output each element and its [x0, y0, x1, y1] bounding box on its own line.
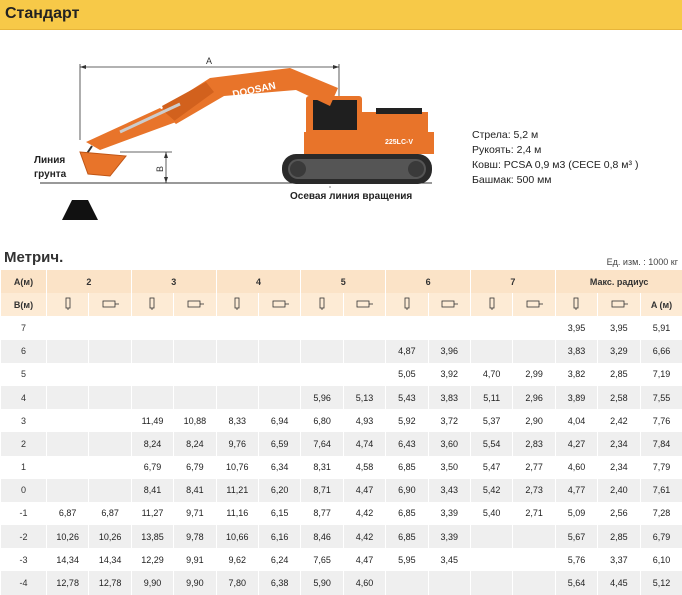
- table-cell: 13,85: [131, 525, 173, 548]
- table-cell: 5,92: [386, 409, 428, 432]
- table-cell: 5,47: [470, 456, 512, 479]
- table-cell: [301, 363, 343, 386]
- table-cell: [343, 316, 385, 339]
- table-cell: 6,66: [640, 340, 682, 363]
- table-cell: [47, 340, 89, 363]
- table-row: [1, 525, 682, 548]
- table-cell: 8,24: [131, 432, 173, 455]
- table-cell: 4,87: [386, 340, 428, 363]
- spec-arm: Рукоять: 2,4 м: [472, 143, 638, 158]
- table-cell: [386, 316, 428, 339]
- table-cell: 4,42: [343, 525, 385, 548]
- row-height-label: 4: [1, 386, 47, 409]
- table-cell: 2,99: [513, 363, 555, 386]
- table-cell: [513, 340, 555, 363]
- table-cell: 6,85: [386, 456, 428, 479]
- header-b-label: B(м): [1, 293, 47, 316]
- table-cell: 7,65: [301, 548, 343, 571]
- table-cell: 5,05: [386, 363, 428, 386]
- spec-list: [472, 128, 638, 188]
- table-cell: 3,60: [428, 432, 470, 455]
- table-cell: 14,34: [47, 548, 89, 571]
- table-cell: 6,38: [258, 571, 300, 594]
- table-cell: [47, 409, 89, 432]
- header-group: 4: [216, 270, 301, 293]
- table-row: [1, 502, 682, 525]
- ground-label-1: Линия: [34, 155, 65, 166]
- front-load-icon: [470, 293, 512, 316]
- table-row: [1, 548, 682, 571]
- table-cell: 5,54: [470, 432, 512, 455]
- table-cell: 5,09: [555, 502, 597, 525]
- table-cell: 6,94: [258, 409, 300, 432]
- table-cell: 2,34: [598, 432, 640, 455]
- table-cell: 8,77: [301, 502, 343, 525]
- table-cell: 3,37: [598, 548, 640, 571]
- table-cell: 6,87: [47, 502, 89, 525]
- table-cell: 3,50: [428, 456, 470, 479]
- table-cell: 2,58: [598, 386, 640, 409]
- header-a-col: A (м): [640, 293, 682, 316]
- table-cell: 8,46: [301, 525, 343, 548]
- table-cell: 10,66: [216, 525, 258, 548]
- table-cell: 5,95: [386, 548, 428, 571]
- table-cell: 3,39: [428, 502, 470, 525]
- table-cell: 4,47: [343, 479, 385, 502]
- table-cell: [89, 479, 131, 502]
- table-cell: [47, 432, 89, 455]
- table-cell: 11,27: [131, 502, 173, 525]
- header-group: Макс. радиус: [555, 270, 682, 293]
- table-cell: [89, 456, 131, 479]
- table-cell: 7,28: [640, 502, 682, 525]
- table-cell: 7,80: [216, 571, 258, 594]
- table-cell: 5,13: [343, 386, 385, 409]
- table-cell: 6,16: [258, 525, 300, 548]
- side-load-icon: [174, 293, 216, 316]
- table-row: [1, 432, 682, 455]
- table-cell: [513, 548, 555, 571]
- table-cell: [301, 316, 343, 339]
- table-cell: [174, 340, 216, 363]
- table-row: [1, 479, 682, 502]
- table-cell: 5,37: [470, 409, 512, 432]
- row-height-label: 6: [1, 340, 47, 363]
- table-cell: 11,21: [216, 479, 258, 502]
- table-cell: 4,27: [555, 432, 597, 455]
- side-load-icon: [513, 293, 555, 316]
- table-cell: 8,71: [301, 479, 343, 502]
- table-cell: 2,83: [513, 432, 555, 455]
- table-row: [1, 456, 682, 479]
- lift-capacity-table: [0, 270, 682, 595]
- table-cell: 3,95: [555, 316, 597, 339]
- table-cell: 9,78: [174, 525, 216, 548]
- table-cell: 6,79: [131, 456, 173, 479]
- table-cell: 12,78: [89, 571, 131, 594]
- table-cell: 7,64: [301, 432, 343, 455]
- spec-shoe: Башмак: 500 мм: [472, 173, 638, 188]
- table-cell: [216, 386, 258, 409]
- side-load-icon: [258, 293, 300, 316]
- axis-label: Осевая линия вращения: [290, 191, 412, 202]
- table-row: [1, 340, 682, 363]
- row-height-label: 7: [1, 316, 47, 339]
- table-cell: 2,40: [598, 479, 640, 502]
- table-cell: [343, 340, 385, 363]
- table-cell: 14,34: [89, 548, 131, 571]
- row-height-label: 2: [1, 432, 47, 455]
- table-cell: 3,45: [428, 548, 470, 571]
- row-height-label: 3: [1, 409, 47, 432]
- table-cell: 5,12: [640, 571, 682, 594]
- table-cell: 3,83: [428, 386, 470, 409]
- table-cell: [343, 363, 385, 386]
- table-cell: [386, 571, 428, 594]
- table-cell: 2,73: [513, 479, 555, 502]
- table-cell: [174, 316, 216, 339]
- table-cell: 4,45: [598, 571, 640, 594]
- support-block: [62, 200, 98, 220]
- table-cell: 7,61: [640, 479, 682, 502]
- table-cell: [89, 386, 131, 409]
- table-cell: [47, 386, 89, 409]
- table-cell: 5,40: [470, 502, 512, 525]
- table-cell: 3,29: [598, 340, 640, 363]
- table-cell: [258, 316, 300, 339]
- arm: [86, 108, 176, 150]
- table-cell: 4,60: [343, 571, 385, 594]
- table-cell: 12,78: [47, 571, 89, 594]
- table-cell: 3,96: [428, 340, 470, 363]
- table-cell: [216, 363, 258, 386]
- table-cell: 8,41: [174, 479, 216, 502]
- bucket: [80, 152, 126, 176]
- header-a-label: A(м): [1, 270, 47, 293]
- header-group: 6: [386, 270, 471, 293]
- page-title: Стандарт: [5, 5, 79, 23]
- row-height-label: -2: [1, 525, 47, 548]
- front-load-icon: [47, 293, 89, 316]
- front-load-icon: [216, 293, 258, 316]
- table-cell: [47, 456, 89, 479]
- table-cell: 5,42: [470, 479, 512, 502]
- table-cell: 12,29: [131, 548, 173, 571]
- table-cell: 9,71: [174, 502, 216, 525]
- table-cell: 6,20: [258, 479, 300, 502]
- table-cell: 2,56: [598, 502, 640, 525]
- table-cell: 3,95: [598, 316, 640, 339]
- table-cell: 4,93: [343, 409, 385, 432]
- dim-a-label: A: [206, 56, 212, 66]
- table-cell: 9,76: [216, 432, 258, 455]
- table-cell: 6,15: [258, 502, 300, 525]
- front-load-icon: [386, 293, 428, 316]
- table-row: [1, 363, 682, 386]
- table-cell: [428, 571, 470, 594]
- unit-note: Ед. изм. : 1000 кг: [607, 257, 678, 267]
- row-height-label: 5: [1, 363, 47, 386]
- table-cell: [131, 363, 173, 386]
- spec-boom: Стрела: 5,2 м: [472, 128, 638, 143]
- spec-bucket: Ковш: PCSA 0,9 м3 (CECE 0,8 м³ ): [472, 158, 638, 173]
- table-cell: 6,85: [386, 525, 428, 548]
- row-height-label: -1: [1, 502, 47, 525]
- table-cell: [47, 479, 89, 502]
- table-cell: 3,39: [428, 525, 470, 548]
- table-cell: 3,43: [428, 479, 470, 502]
- table-cell: 5,76: [555, 548, 597, 571]
- header-group: 7: [470, 270, 555, 293]
- table-cell: 10,26: [89, 525, 131, 548]
- table-row: [1, 386, 682, 409]
- table-cell: 8,24: [174, 432, 216, 455]
- table-cell: [89, 340, 131, 363]
- table-cell: 3,92: [428, 363, 470, 386]
- brand-logo: DOOSAN: [232, 81, 277, 101]
- table-cell: 6,79: [640, 525, 682, 548]
- table-cell: 4,04: [555, 409, 597, 432]
- table-cell: 4,58: [343, 456, 385, 479]
- table-cell: [174, 386, 216, 409]
- table-cell: 7,19: [640, 363, 682, 386]
- table-cell: 4,70: [470, 363, 512, 386]
- table-cell: [470, 525, 512, 548]
- table-cell: [470, 316, 512, 339]
- table-cell: [513, 571, 555, 594]
- table-cell: [216, 316, 258, 339]
- table-cell: 4,47: [343, 548, 385, 571]
- header-group: 2: [47, 270, 132, 293]
- row-height-label: 0: [1, 479, 47, 502]
- table-cell: 11,16: [216, 502, 258, 525]
- table-cell: [89, 316, 131, 339]
- table-cell: 4,77: [555, 479, 597, 502]
- dim-b-label: B: [155, 166, 165, 172]
- front-load-icon: [131, 293, 173, 316]
- table-cell: [131, 386, 173, 409]
- table-row: [1, 316, 682, 339]
- side-load-icon: [428, 293, 470, 316]
- table-cell: 6,43: [386, 432, 428, 455]
- table-cell: 2,90: [513, 409, 555, 432]
- table-cell: 7,79: [640, 456, 682, 479]
- table-cell: 8,41: [131, 479, 173, 502]
- table-cell: 2,77: [513, 456, 555, 479]
- row-height-label: 1: [1, 456, 47, 479]
- side-load-icon: [598, 293, 640, 316]
- table-cell: 9,90: [174, 571, 216, 594]
- header-group: 5: [301, 270, 386, 293]
- table-cell: [428, 316, 470, 339]
- table-cell: 9,62: [216, 548, 258, 571]
- table-cell: 4,74: [343, 432, 385, 455]
- table-cell: [89, 363, 131, 386]
- table-cell: 4,42: [343, 502, 385, 525]
- table-cell: 5,11: [470, 386, 512, 409]
- table-cell: [301, 340, 343, 363]
- table-cell: 2,34: [598, 456, 640, 479]
- table-cell: 6,79: [174, 456, 216, 479]
- table-cell: 6,87: [89, 502, 131, 525]
- table-cell: 9,91: [174, 548, 216, 571]
- table-cell: 6,80: [301, 409, 343, 432]
- table-body: [1, 316, 682, 594]
- table-cell: 3,72: [428, 409, 470, 432]
- table-cell: 3,89: [555, 386, 597, 409]
- table-cell: [470, 340, 512, 363]
- table-cell: [216, 340, 258, 363]
- table-cell: 6,85: [386, 502, 428, 525]
- table-cell: 9,90: [131, 571, 173, 594]
- table-cell: 7,55: [640, 386, 682, 409]
- table-cell: [89, 409, 131, 432]
- table-cell: 2,85: [598, 525, 640, 548]
- table-cell: 10,76: [216, 456, 258, 479]
- table-cell: 6,59: [258, 432, 300, 455]
- table-cell: [131, 340, 173, 363]
- table-cell: [513, 525, 555, 548]
- table-cell: 2,96: [513, 386, 555, 409]
- table-cell: 7,76: [640, 409, 682, 432]
- table-cell: 2,42: [598, 409, 640, 432]
- table-cell: 8,31: [301, 456, 343, 479]
- header-group: 3: [131, 270, 216, 293]
- side-load-icon: [89, 293, 131, 316]
- table-cell: 7,84: [640, 432, 682, 455]
- metric-title: Метрич.: [4, 249, 63, 266]
- table-cell: [47, 316, 89, 339]
- table-cell: 5,90: [301, 571, 343, 594]
- table-cell: [174, 363, 216, 386]
- table-row: [1, 571, 682, 594]
- table-cell: 4,60: [555, 456, 597, 479]
- table-cell: 5,64: [555, 571, 597, 594]
- table-cell: 10,26: [47, 525, 89, 548]
- model-logo: 225LC-V: [385, 139, 413, 146]
- table-cell: 5,91: [640, 316, 682, 339]
- table-cell: 8,33: [216, 409, 258, 432]
- table-cell: [258, 340, 300, 363]
- table-cell: [89, 432, 131, 455]
- table-cell: 5,96: [301, 386, 343, 409]
- table-cell: 10,88: [174, 409, 216, 432]
- front-load-icon: [301, 293, 343, 316]
- title-bar: [0, 0, 682, 30]
- table-cell: [258, 386, 300, 409]
- table-cell: [131, 316, 173, 339]
- table-cell: 6,90: [386, 479, 428, 502]
- row-height-label: -4: [1, 571, 47, 594]
- table-cell: 2,71: [513, 502, 555, 525]
- front-load-icon: [555, 293, 597, 316]
- table-cell: [470, 571, 512, 594]
- table-cell: 6,34: [258, 456, 300, 479]
- side-load-icon: [343, 293, 385, 316]
- table-cell: 11,49: [131, 409, 173, 432]
- table-cell: [47, 363, 89, 386]
- table-cell: [470, 548, 512, 571]
- table-cell: 6,10: [640, 548, 682, 571]
- table-cell: 2,85: [598, 363, 640, 386]
- table-row: [1, 409, 682, 432]
- table-cell: [513, 316, 555, 339]
- row-height-label: -3: [1, 548, 47, 571]
- table-cell: [258, 363, 300, 386]
- table-cell: 5,43: [386, 386, 428, 409]
- table-cell: 3,83: [555, 340, 597, 363]
- ground-label-2: грунта: [34, 169, 67, 180]
- table-cell: 6,24: [258, 548, 300, 571]
- table-cell: 5,67: [555, 525, 597, 548]
- table-cell: 3,82: [555, 363, 597, 386]
